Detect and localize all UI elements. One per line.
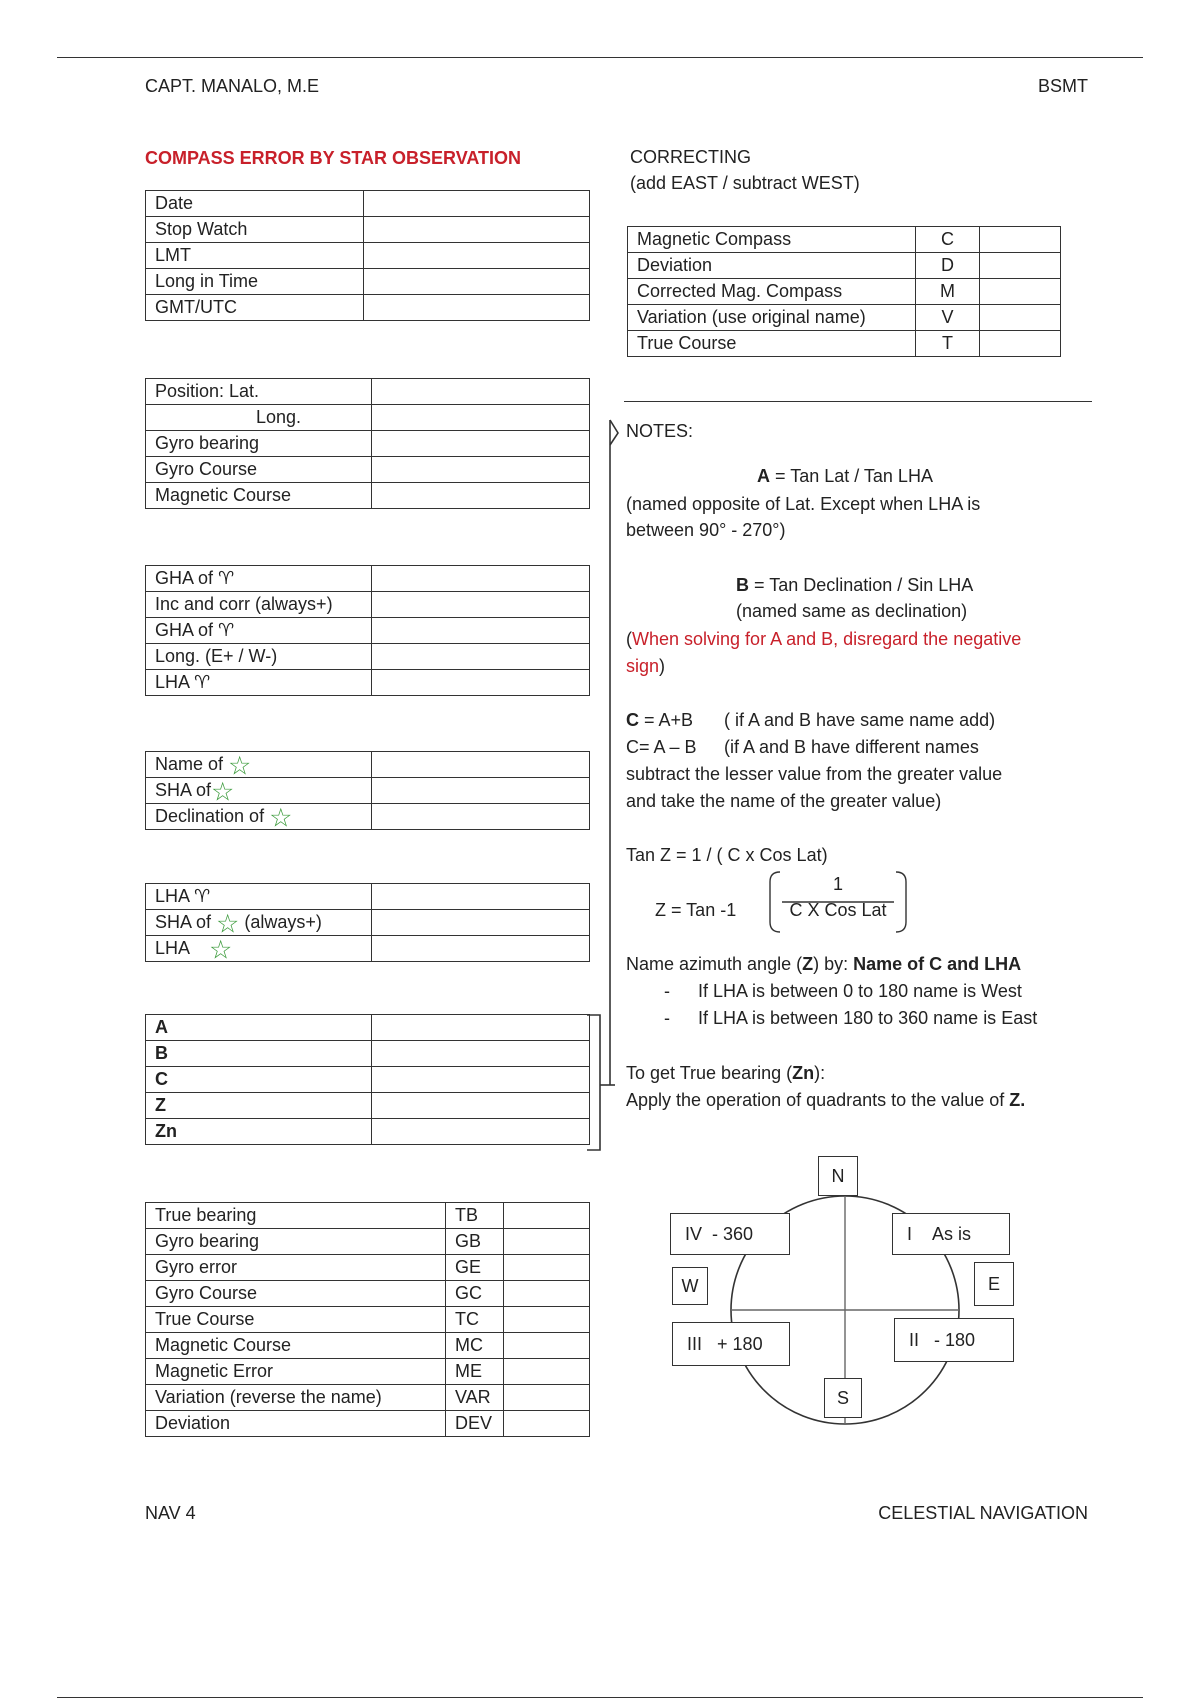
z-denominator: C X Cos Lat	[789, 900, 887, 920]
row-value[interactable]	[504, 1385, 590, 1411]
row-value[interactable]	[372, 457, 590, 483]
row-value[interactable]	[372, 936, 590, 962]
quadrant-iv-num: IV	[685, 1224, 703, 1244]
row-abbr: TC	[446, 1307, 504, 1333]
row-label: GHA of	[155, 620, 214, 640]
table-row	[146, 431, 590, 457]
bearing-table	[145, 1202, 590, 1437]
z-numerator: 1	[832, 874, 843, 894]
quadrant-ii	[894, 1318, 1014, 1362]
row-label: LMT	[146, 243, 364, 269]
table-row	[628, 227, 1061, 253]
table-row	[146, 457, 590, 483]
table-row	[146, 936, 590, 962]
row-label: Variation (use original name)	[628, 305, 916, 331]
table-row	[146, 483, 590, 509]
lha-table	[145, 883, 590, 965]
row-label: True Course	[146, 1307, 446, 1333]
row-value[interactable]	[372, 1015, 590, 1041]
formula-c2-note-2: subtract the lesser value from the greater value	[626, 764, 1003, 784]
table-row	[146, 752, 590, 778]
formula-b-text: = Tan Declination / Sin LHA	[749, 575, 974, 595]
row-value[interactable]	[364, 191, 590, 217]
formula-z-label: Z = Tan -1	[655, 900, 737, 920]
row-label: Z	[146, 1093, 372, 1119]
row-abbr: MC	[446, 1333, 504, 1359]
row-value[interactable]	[504, 1307, 590, 1333]
quadrant-i-num: I	[907, 1224, 913, 1244]
row-label: GMT/UTC	[146, 295, 364, 321]
row-label: Zn	[146, 1119, 372, 1145]
row-label: Long in Time	[146, 269, 364, 295]
row-label: Corrected Mag. Compass	[628, 279, 916, 305]
row-value[interactable]	[372, 431, 590, 457]
row-value[interactable]	[364, 295, 590, 321]
row-label: Gyro Course	[146, 1281, 446, 1307]
formula-b	[736, 575, 973, 596]
abc-table	[145, 1014, 590, 1145]
table-row	[146, 1411, 590, 1437]
row-value[interactable]	[372, 1041, 590, 1067]
footer-subject: NAV 4	[145, 1503, 196, 1523]
row-value[interactable]	[364, 269, 590, 295]
table-row	[146, 1255, 590, 1281]
row-abbr: GE	[446, 1255, 504, 1281]
aries-icon: ♈	[194, 672, 211, 692]
negative-sign-note-1	[626, 629, 1021, 650]
row-label: B	[146, 1041, 372, 1067]
table-row	[146, 566, 590, 592]
time-table	[145, 190, 590, 321]
bullet-west: If LHA is between 0 to 180 name is West	[698, 981, 1022, 1001]
row-value[interactable]	[372, 1067, 590, 1093]
table-row	[146, 269, 590, 295]
table-row	[146, 670, 590, 696]
star-icon: ☆	[211, 776, 235, 807]
row-abbr: DEV	[446, 1411, 504, 1437]
position-table	[145, 378, 590, 509]
notes-divider	[624, 401, 1092, 402]
row-label: Magnetic Course	[146, 1333, 446, 1359]
row-label: A	[146, 1015, 372, 1041]
row-abbr: VAR	[446, 1385, 504, 1411]
row-label: SHA of	[155, 780, 212, 800]
row-value[interactable]	[372, 804, 590, 830]
row-label: Gyro Course	[146, 457, 372, 483]
row-abbr: M	[916, 279, 980, 305]
table-row	[146, 644, 590, 670]
row-label: True Course	[628, 331, 916, 357]
row-value[interactable]	[372, 483, 590, 509]
row-value[interactable]	[372, 752, 590, 778]
table-row	[146, 1041, 590, 1067]
row-value[interactable]	[372, 670, 590, 696]
paren-open: (	[626, 629, 632, 649]
row-label: Deviation	[146, 1411, 446, 1437]
formula-b-note: (named same as declination)	[736, 601, 968, 621]
formula-c	[626, 710, 693, 731]
table-row	[146, 778, 590, 804]
row-value[interactable]	[372, 778, 590, 804]
top-rule	[57, 57, 1143, 58]
star-icon: ☆	[216, 908, 240, 939]
row-label: Magnetic Compass	[628, 227, 916, 253]
table-row	[146, 217, 590, 243]
row-value[interactable]	[372, 884, 590, 910]
table-row	[146, 1203, 590, 1229]
bullet-dash: -	[664, 981, 670, 1001]
quadrant-i-op: As is	[932, 1224, 972, 1244]
row-abbr: ME	[446, 1359, 504, 1385]
table-row	[628, 305, 1061, 331]
table-row	[146, 243, 590, 269]
row-label: Gyro bearing	[146, 431, 372, 457]
bullet-dash: -	[664, 1008, 670, 1028]
header-author: CAPT. MANALO, M.E	[145, 76, 320, 96]
table-row	[146, 1093, 590, 1119]
correcting-table	[627, 226, 1061, 357]
correcting-title: CORRECTING	[630, 147, 751, 167]
row-label: Inc and corr (always+)	[146, 592, 372, 618]
quadrant-iii-op: + 180	[717, 1334, 763, 1354]
apply-bold: Z.	[1009, 1090, 1026, 1110]
table-row	[146, 1385, 590, 1411]
formula-b-symbol: B	[736, 575, 749, 595]
row-label: Variation (reverse the name)	[146, 1385, 446, 1411]
bottom-rule	[57, 1697, 1143, 1698]
zn-bold: Zn	[792, 1063, 815, 1083]
row-value[interactable]	[372, 618, 590, 644]
table-row	[146, 295, 590, 321]
table-row	[146, 1015, 590, 1041]
table-row	[146, 592, 590, 618]
row-value[interactable]	[372, 644, 590, 670]
star-icon: ☆	[209, 934, 233, 965]
gha-table	[145, 565, 590, 696]
south-label: S	[824, 1378, 862, 1418]
row-value[interactable]	[372, 1119, 590, 1145]
row-label: Long.	[146, 405, 372, 431]
row-value[interactable]	[980, 253, 1061, 279]
table-row	[146, 618, 590, 644]
star-table	[145, 750, 590, 833]
quadrant-iii	[672, 1322, 790, 1366]
azimuth-z: Z	[802, 954, 814, 974]
quadrant-ii-num: II	[909, 1330, 920, 1350]
formula-tanz: Tan Z = 1 / ( C x Cos Lat)	[626, 845, 828, 865]
table-row	[146, 910, 590, 936]
azimuth-rule	[626, 954, 1021, 975]
azimuth-prefix: Name azimuth angle (	[626, 954, 803, 974]
row-label: Stop Watch	[146, 217, 364, 243]
page-title: COMPASS ERROR BY STAR OBSERVATION	[145, 148, 522, 168]
azimuth-mid: ) by:	[813, 954, 854, 974]
formula-a-text: = Tan Lat / Tan LHA	[770, 466, 933, 486]
east-label: E	[974, 1262, 1014, 1306]
table-row	[146, 1307, 590, 1333]
row-label: Gyro bearing	[146, 1229, 446, 1255]
table-row	[146, 1333, 590, 1359]
row-value[interactable]	[504, 1359, 590, 1385]
azimuth-bold: Name of C and LHA	[853, 954, 1022, 974]
formula-c2-note-3: and take the name of the greater value)	[626, 791, 942, 811]
row-value[interactable]	[504, 1229, 590, 1255]
row-label: Long. (E+ / W-)	[146, 644, 372, 670]
row-value[interactable]	[504, 1255, 590, 1281]
apply-text: Apply the operation of quadrants to the value of	[626, 1090, 1010, 1110]
formula-c2-note: (if A and B have different names	[724, 737, 979, 757]
bracket-connector	[585, 415, 625, 1155]
table-row	[628, 279, 1061, 305]
row-label: LHA	[155, 672, 190, 692]
header-course: BSMT	[1037, 76, 1088, 96]
notes-heading: NOTES:	[626, 421, 694, 441]
quadrant-ii-op: - 180	[934, 1330, 976, 1350]
apply-rule	[626, 1090, 1025, 1111]
formula-c-note: ( if A and B have same name add)	[724, 710, 996, 730]
zn-rule	[626, 1063, 825, 1084]
row-value[interactable]	[504, 1203, 590, 1229]
row-abbr: D	[916, 253, 980, 279]
formula-c-text: = A+B	[639, 710, 694, 730]
row-value[interactable]	[504, 1281, 590, 1307]
row-abbr: T	[916, 331, 980, 357]
quadrant-iv	[670, 1213, 790, 1255]
row-label: GHA of	[155, 568, 214, 588]
row-label: C	[146, 1067, 372, 1093]
table-row	[146, 1067, 590, 1093]
row-abbr: V	[916, 305, 980, 331]
row-label: Magnetic Course	[146, 483, 372, 509]
aries-icon: ♈	[218, 568, 235, 588]
table-row	[146, 1229, 590, 1255]
formula-a-note-1: (named opposite of Lat. Except when LHA is	[626, 494, 981, 514]
row-label: True bearing	[146, 1203, 446, 1229]
table-row	[146, 804, 590, 830]
table-row	[146, 379, 590, 405]
formula-c2: C= A – B	[626, 737, 697, 757]
row-value[interactable]	[980, 279, 1061, 305]
table-row	[146, 1281, 590, 1307]
row-value[interactable]	[372, 405, 590, 431]
zn-prefix: To get True bearing (	[626, 1063, 793, 1083]
quadrant-i	[892, 1213, 1010, 1255]
red-note-2: sign	[626, 656, 660, 676]
formula-a-symbol: A	[757, 466, 770, 486]
row-abbr: TB	[446, 1203, 504, 1229]
quadrant-iii-num: III	[687, 1334, 703, 1354]
row-value[interactable]	[372, 566, 590, 592]
row-value[interactable]	[372, 910, 590, 936]
formula-a-note-2: between 90° - 270°)	[626, 520, 786, 540]
formula-a	[757, 466, 933, 487]
row-value[interactable]	[980, 227, 1061, 253]
row-label: Magnetic Error	[146, 1359, 446, 1385]
table-row	[146, 1119, 590, 1145]
row-label: LHA	[155, 886, 190, 906]
row-label: Position: Lat.	[146, 379, 372, 405]
row-value[interactable]	[372, 1093, 590, 1119]
row-value[interactable]	[504, 1411, 590, 1437]
table-row	[146, 1359, 590, 1385]
west-label: W	[672, 1267, 708, 1305]
table-row	[628, 331, 1061, 357]
correcting-subtitle: (add EAST / subtract WEST)	[630, 173, 860, 193]
row-value[interactable]	[372, 592, 590, 618]
footer-topic: CELESTIAL NAVIGATION	[878, 1503, 1088, 1523]
row-abbr: GC	[446, 1281, 504, 1307]
row-value[interactable]	[980, 305, 1061, 331]
row-value[interactable]	[980, 331, 1061, 357]
bullet-east: If LHA is between 180 to 360 name is East	[698, 1008, 1038, 1028]
quadrant-iv-op: - 360	[712, 1224, 754, 1244]
aries-icon: ♈	[218, 620, 235, 640]
table-row	[146, 191, 590, 217]
table-row	[146, 884, 590, 910]
formula-c-symbol: C	[626, 710, 639, 730]
table-row	[146, 405, 590, 431]
paren-close: )	[659, 656, 666, 676]
row-value[interactable]	[372, 379, 590, 405]
row-value[interactable]	[364, 243, 590, 269]
row-label: Date	[146, 191, 364, 217]
row-label: Name of	[155, 754, 224, 774]
row-label: Deviation	[628, 253, 916, 279]
north-label: N	[818, 1156, 858, 1196]
row-note: (always+)	[244, 912, 322, 932]
row-value[interactable]	[364, 217, 590, 243]
row-abbr: C	[916, 227, 980, 253]
row-label: LHA	[155, 938, 190, 958]
zn-suffix: ):	[814, 1063, 826, 1083]
negative-sign-note-2	[626, 656, 665, 677]
red-note-1: When solving for A and B, disregard the negative	[632, 629, 1022, 649]
row-label: Gyro error	[146, 1255, 446, 1281]
star-icon: ☆	[228, 750, 252, 781]
row-label: Declination of	[155, 806, 265, 826]
star-icon: ☆	[269, 802, 293, 833]
row-abbr: GB	[446, 1229, 504, 1255]
aries-icon: ♈	[194, 886, 211, 906]
row-value[interactable]	[504, 1333, 590, 1359]
row-label: SHA of	[155, 912, 212, 932]
table-row	[628, 253, 1061, 279]
